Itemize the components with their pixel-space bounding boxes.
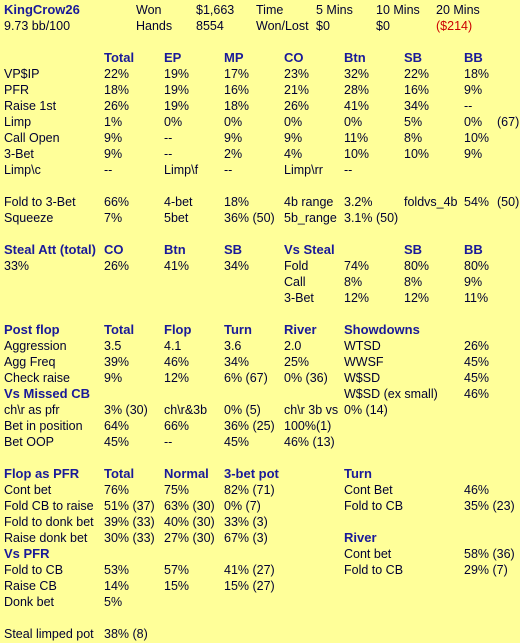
preflop-value: 11% — [344, 131, 369, 145]
river-header: River — [344, 530, 377, 545]
preflop-value: 18% — [224, 99, 250, 113]
postflop-header: Total — [104, 322, 135, 337]
preflop-row-label: Raise 1st — [4, 99, 57, 113]
flop-pfr-value: 51% (37) — [104, 499, 155, 513]
postflop-river: 25% — [284, 355, 310, 369]
preflop-value: 9% — [464, 83, 483, 97]
turn-row-label: Fold to CB — [344, 499, 404, 513]
steal-limped-label: Steal limped pot — [4, 627, 94, 641]
vs-pfr-value: 53% — [104, 563, 130, 577]
preflop-value: Limp\f — [164, 163, 199, 177]
threebet-cell: 36% (50) — [224, 211, 275, 225]
preflop-value: 4% — [284, 147, 303, 161]
postflop-total: 3.5 — [104, 339, 122, 353]
hands-value: 8554 — [196, 19, 224, 33]
postflop-total: 39% — [104, 355, 130, 369]
preflop-value: 17% — [224, 67, 250, 81]
preflop-row-label: VP$IP — [4, 67, 40, 81]
steal-value: 26% — [104, 259, 130, 273]
steal-column-header: CO — [104, 242, 124, 257]
vs-missed-cb-header: Vs Missed CB — [4, 386, 90, 401]
vs-steal-value: 74% — [344, 259, 370, 273]
threebet-cell: 3.1% (50) — [344, 211, 399, 225]
preflop-value: 0% — [284, 115, 303, 129]
flop-pfr-row-label: Fold CB to raise — [4, 499, 94, 513]
flop-pfr-header: Total — [104, 466, 135, 481]
steal-value: 34% — [224, 259, 250, 273]
period-value: ($214) — [436, 19, 473, 33]
flop-pfr-value: 27% (30) — [164, 531, 215, 545]
period-time: 10 Mins — [376, 3, 420, 17]
vs-steal-value: 8% — [404, 275, 423, 289]
preflop-value: 9% — [464, 147, 483, 161]
vs-steal-row-label: Fold — [284, 259, 309, 273]
postflop-river: 0% (36) — [284, 371, 328, 385]
missed-cb-cell: -- — [164, 435, 173, 449]
preflop-value: 32% — [344, 67, 370, 81]
threebet-cell: 7% — [104, 211, 123, 225]
preflop-value: -- — [164, 147, 173, 161]
time-label: Time — [256, 3, 284, 17]
preflop-value: 2% — [224, 147, 243, 161]
vs-steal-value: 9% — [464, 275, 483, 289]
preflop-value: 0% — [464, 115, 483, 129]
preflop-row-label: 3-Bet — [4, 147, 34, 161]
river-value: 29% (7) — [464, 563, 508, 577]
postflop-row-label: Check raise — [4, 371, 70, 385]
player-name: KingCrow26 — [4, 2, 80, 17]
missed-cb-cell: 46% (13) — [284, 435, 335, 449]
preflop-value: 19% — [164, 99, 190, 113]
vs-steal-column-header: BB — [464, 242, 483, 257]
threebet-cell: foldvs_4b — [404, 195, 458, 209]
vs-steal-header: Vs Steal — [284, 242, 335, 257]
wonlost-label: Won/Lost — [256, 19, 309, 33]
vs-pfr-value: 15% — [164, 579, 190, 593]
flop-pfr-header: Normal — [164, 466, 209, 481]
postflop-turn: 6% (67) — [224, 371, 268, 385]
vs-steal-row-label: Call — [284, 275, 306, 289]
threebet-cell: Squeeze — [4, 211, 54, 225]
postflop-row-label: Aggression — [4, 339, 67, 353]
threebet-cell: 5b_range — [284, 211, 337, 225]
postflop-row-label: Agg Freq — [4, 355, 56, 369]
flop-pfr-header: Flop as PFR — [4, 466, 80, 481]
postflop-flop: 46% — [164, 355, 190, 369]
preflop-value: 5% — [404, 115, 423, 129]
turn-value: 35% (23) — [464, 499, 515, 513]
preflop-value: 0% — [224, 115, 243, 129]
preflop-value: 10% — [404, 147, 430, 161]
vs-steal-value: 12% — [404, 291, 430, 305]
threebet-cell: 5bet — [164, 211, 189, 225]
preflop-value: 16% — [404, 83, 430, 97]
flop-pfr-row-label: Fold to donk bet — [4, 515, 94, 529]
showdown-value: 45% — [464, 371, 490, 385]
vs-pfr-value: 41% (27) — [224, 563, 275, 577]
preflop-column-header: BB — [464, 50, 483, 65]
period-value: $0 — [376, 19, 390, 33]
river-row-label: Fold to CB — [344, 563, 404, 577]
vs-steal-value: 11% — [464, 291, 489, 305]
threebet-cell: 3.2% — [344, 195, 373, 209]
steal-column-header: SB — [224, 242, 243, 257]
missed-cb-cell: 100%(1) — [284, 419, 332, 433]
winrate-bb100: 9.73 bb/100 — [4, 19, 71, 33]
flop-pfr-value: 67% (3) — [224, 531, 268, 545]
showdown-label: W$SD — [344, 371, 381, 385]
preflop-value: 22% — [104, 67, 130, 81]
threebet-cell: 4-bet — [164, 195, 193, 209]
vs-steal-value: 8% — [344, 275, 363, 289]
preflop-row-label: Limp\c — [4, 163, 41, 177]
preflop-value: 18% — [104, 83, 130, 97]
threebet-cell: 4b range — [284, 195, 334, 209]
missed-cb-cell: 64% — [104, 419, 130, 433]
preflop-column-header: SB — [404, 50, 423, 65]
period-time: 5 Mins — [316, 3, 353, 17]
postflop-header: Flop — [164, 322, 192, 337]
showdown-label: WTSD — [344, 339, 381, 353]
vs-steal-value: 80% — [464, 259, 490, 273]
preflop-value: 9% — [104, 131, 123, 145]
preflop-value: -- — [164, 131, 173, 145]
missed-cb-cell: ch\r&3b — [164, 403, 208, 417]
missed-cb-cell: ch\r 3b vs — [284, 403, 339, 417]
missed-cb-cell: Bet OOP — [4, 435, 55, 449]
preflop-value: -- — [224, 163, 233, 177]
preflop-value: 0% — [164, 115, 183, 129]
vs-steal-column-header: SB — [404, 242, 423, 257]
preflop-value: 16% — [224, 83, 250, 97]
postflop-flop: 4.1 — [164, 339, 182, 353]
flop-pfr-value: 82% (71) — [224, 483, 275, 497]
showdown-value: 26% — [464, 339, 490, 353]
preflop-value: -- — [344, 163, 353, 177]
threebet-cell: 18% — [224, 195, 250, 209]
missed-cb-cell: 3% (30) — [104, 403, 148, 417]
showdown-value: 45% — [464, 355, 490, 369]
period-value: $0 — [316, 19, 330, 33]
threebet-cell: Fold to 3-Bet — [4, 195, 76, 209]
preflop-column-header: MP — [224, 50, 244, 65]
turn-header: Turn — [344, 466, 372, 481]
missed-cb-cell: ch\r as pfr — [4, 403, 60, 417]
preflop-value: -- — [104, 163, 113, 177]
preflop-column-header: Btn — [344, 50, 366, 65]
threebet-cell: 54% — [464, 195, 490, 209]
vs-pfr-row-label: Raise CB — [4, 579, 57, 593]
vs-steal-value: 12% — [344, 291, 370, 305]
vs-pfr-value: 5% — [104, 595, 123, 609]
preflop-sample: (67) — [497, 115, 520, 129]
missed-cb-cell: 45% — [224, 435, 250, 449]
vs-pfr-value: 15% (27) — [224, 579, 275, 593]
vs-pfr-header: Vs PFR — [4, 546, 50, 561]
steal-column-header: Btn — [164, 242, 186, 257]
missed-cb-cell: 0% (14) — [344, 403, 388, 417]
vs-steal-value: 80% — [404, 259, 430, 273]
missed-cb-cell: 66% — [164, 419, 190, 433]
flop-pfr-row-label: Cont bet — [4, 483, 52, 497]
preflop-row-label: Call Open — [4, 131, 60, 145]
steal-total: 33% — [4, 259, 30, 273]
preflop-row-label: PFR — [4, 83, 29, 97]
turn-value: 46% — [464, 483, 490, 497]
postflop-header: Showdowns — [344, 322, 420, 337]
flop-pfr-value: 33% (3) — [224, 515, 268, 529]
flop-pfr-row-label: Raise donk bet — [4, 531, 88, 545]
postflop-header: Turn — [224, 322, 252, 337]
flop-pfr-value: 75% — [164, 483, 190, 497]
steal-value: 41% — [164, 259, 190, 273]
river-row-label: Cont bet — [344, 547, 392, 561]
river-value: 58% (36) — [464, 547, 515, 561]
wsd-small-value: 46% — [464, 387, 490, 401]
preflop-value: 9% — [224, 131, 243, 145]
threebet-cell: (50) — [497, 195, 520, 209]
missed-cb-cell: 0% (5) — [224, 403, 261, 417]
preflop-value: 34% — [404, 99, 430, 113]
preflop-column-header: EP — [164, 50, 182, 65]
preflop-value: 1% — [104, 115, 123, 129]
won-value: $1,663 — [196, 3, 235, 17]
missed-cb-cell: Bet in position — [4, 419, 83, 433]
flop-pfr-value: 63% (30) — [164, 499, 215, 513]
wsd-small-label: W$SD (ex small) — [344, 387, 438, 401]
flop-pfr-value: 40% (30) — [164, 515, 215, 529]
vs-pfr-row-label: Fold to CB — [4, 563, 64, 577]
vs-steal-row-label: 3-Bet — [284, 291, 314, 305]
won-label: Won — [136, 3, 162, 17]
postflop-turn: 34% — [224, 355, 250, 369]
turn-row-label: Cont Bet — [344, 483, 393, 497]
postflop-flop: 12% — [164, 371, 190, 385]
preflop-value: 26% — [284, 99, 310, 113]
steal-limped-value: 38% (8) — [104, 627, 148, 641]
flop-pfr-value: 39% (33) — [104, 515, 155, 529]
steal-header: Steal Att (total) — [4, 242, 96, 257]
postflop-turn: 3.6 — [224, 339, 242, 353]
vs-pfr-value: 57% — [164, 563, 190, 577]
vs-pfr-value: 14% — [104, 579, 130, 593]
preflop-value: 28% — [344, 83, 370, 97]
period-time: 20 Mins — [436, 3, 480, 17]
preflop-value: Limp\rr — [284, 163, 323, 177]
threebet-cell: 66% — [104, 195, 130, 209]
preflop-value: 22% — [404, 67, 430, 81]
flop-pfr-value: 0% (7) — [224, 499, 261, 513]
preflop-value: 10% — [344, 147, 370, 161]
preflop-column-header: Total — [104, 50, 135, 65]
preflop-value: 9% — [284, 131, 303, 145]
preflop-value: 26% — [104, 99, 130, 113]
postflop-river: 2.0 — [284, 339, 302, 353]
preflop-value: 18% — [464, 67, 490, 81]
preflop-value: 19% — [164, 83, 190, 97]
postflop-header: River — [284, 322, 317, 337]
postflop-total: 9% — [104, 371, 123, 385]
preflop-value: 8% — [404, 131, 423, 145]
preflop-value: 9% — [104, 147, 123, 161]
preflop-value: 10% — [464, 131, 490, 145]
preflop-value: 19% — [164, 67, 190, 81]
preflop-value: -- — [464, 99, 473, 113]
preflop-value: 41% — [344, 99, 370, 113]
preflop-value: 0% — [344, 115, 363, 129]
preflop-row-label: Limp — [4, 115, 32, 129]
preflop-column-header: CO — [284, 50, 304, 65]
preflop-value: 23% — [284, 67, 310, 81]
missed-cb-cell: 36% (25) — [224, 419, 275, 433]
flop-pfr-value: 30% (33) — [104, 531, 155, 545]
flop-pfr-header: 3-bet pot — [224, 466, 279, 481]
postflop-header: Post flop — [4, 322, 60, 337]
missed-cb-cell: 45% — [104, 435, 130, 449]
flop-pfr-value: 76% — [104, 483, 130, 497]
hands-label: Hands — [136, 19, 173, 33]
showdown-label: WWSF — [344, 355, 384, 369]
vs-pfr-row-label: Donk bet — [4, 595, 55, 609]
preflop-value: 21% — [284, 83, 310, 97]
